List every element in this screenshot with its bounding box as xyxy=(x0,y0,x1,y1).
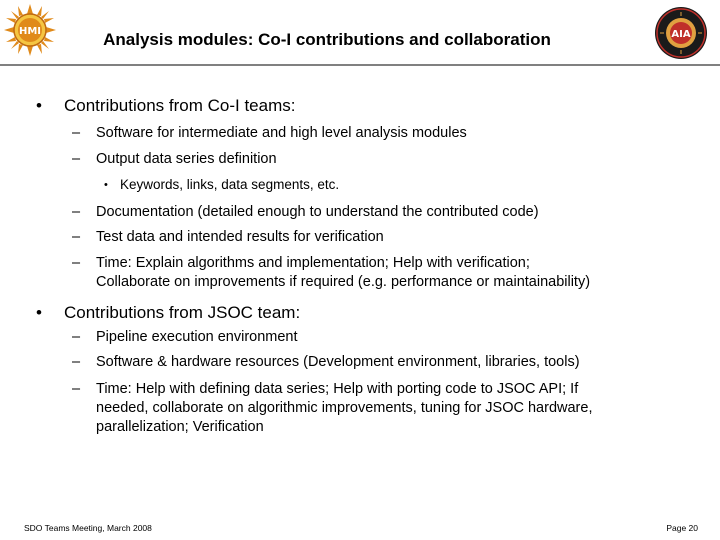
dash-marker: – xyxy=(72,229,81,245)
sub-sub-item-text: Keywords, links, data segments, etc. xyxy=(120,177,340,192)
bullet-text: Contributions from Co-I teams: xyxy=(64,96,296,115)
sub-item-line: Time: Explain algorithms and implementation; Help with verification; xyxy=(96,255,530,271)
sub-item xyxy=(72,150,277,169)
sub-item-text: Test data and intended results for verification xyxy=(96,229,384,245)
sub-item-text: Pipeline execution environment xyxy=(96,329,298,345)
sub-item xyxy=(72,203,539,222)
bullet-text: Contributions from JSOC team: xyxy=(64,303,301,322)
page-number: Page 20 xyxy=(666,523,698,533)
dash-marker: – xyxy=(72,329,81,345)
bullet-dot: • xyxy=(36,96,42,115)
footer-meeting: SDO Teams Meeting, March 2008 xyxy=(24,523,152,533)
aia-logo xyxy=(654,6,708,60)
bullet-item xyxy=(36,303,301,323)
title-divider xyxy=(0,64,720,66)
dash-marker: – xyxy=(72,204,81,220)
svg-text:AIA: AIA xyxy=(671,29,691,40)
sub-sub-item xyxy=(104,177,340,192)
dash-marker: – xyxy=(72,255,81,271)
sub-item-text: Output data series definition xyxy=(96,151,277,167)
sub-item xyxy=(72,254,591,292)
sub-item-text: Documentation (detailed enough to understand the contributed code) xyxy=(96,204,539,220)
sub-item-line: parallelization; Verification xyxy=(96,419,264,435)
svg-text:HMI: HMI xyxy=(18,26,42,37)
sub-item xyxy=(72,353,580,372)
sub-item-text: Software & hardware resources (Development environment, libraries, tools) xyxy=(96,354,580,370)
dash-marker: – xyxy=(72,381,81,397)
sub-item xyxy=(72,124,467,143)
hmi-logo xyxy=(4,4,56,56)
sub-item xyxy=(72,228,384,247)
bullet-dot: • xyxy=(104,179,108,191)
sub-item xyxy=(72,328,298,347)
dash-marker: – xyxy=(72,151,81,167)
sub-item-line: needed, collaborate on algorithmic improvements, tuning for JSOC hardware, xyxy=(96,400,593,416)
sub-item-line: Time: Help with defining data series; Help with porting code to JSOC API; If xyxy=(96,381,579,397)
bullet-dot: • xyxy=(36,303,42,322)
sub-item-line: Collaborate on improvements if required (e.g. performance or maintainability) xyxy=(96,274,591,290)
sub-item-text: Software for intermediate and high level analysis modules xyxy=(96,125,467,141)
slide-title: Analysis modules: Co-I contributions and collaboration xyxy=(103,30,551,49)
dash-marker: – xyxy=(72,354,81,370)
dash-marker: – xyxy=(72,125,81,141)
sub-item xyxy=(72,380,593,437)
bullet-item xyxy=(36,96,296,116)
